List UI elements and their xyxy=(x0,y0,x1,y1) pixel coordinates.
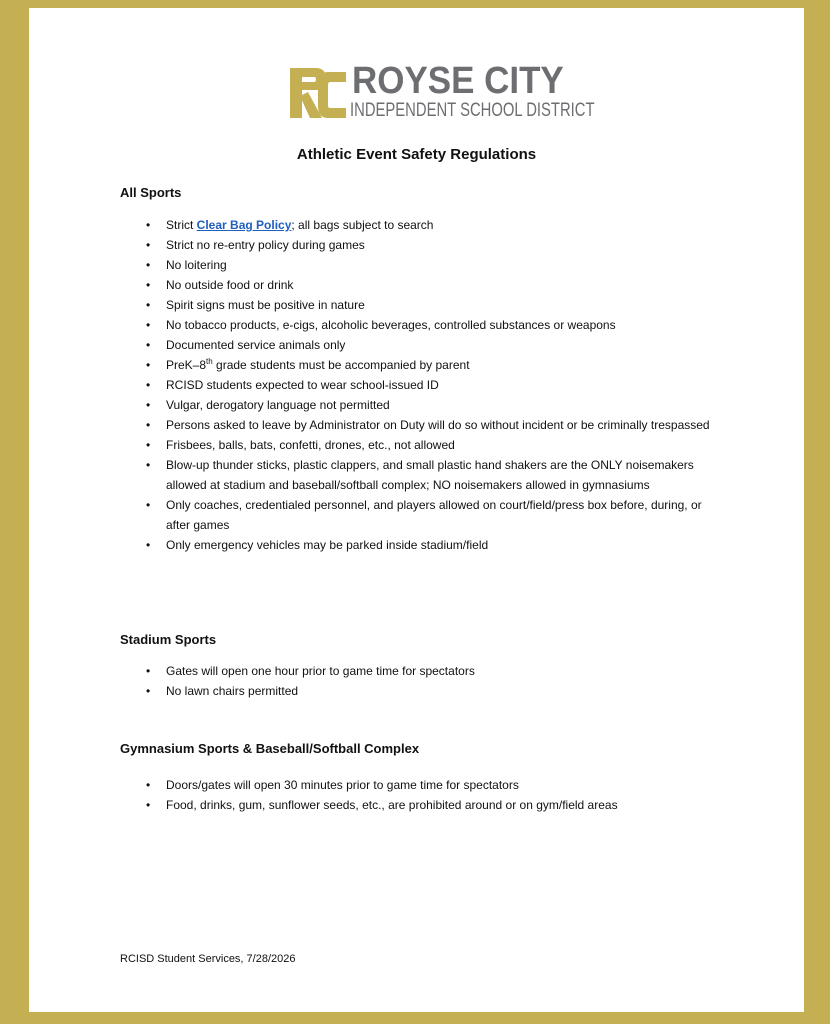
list-item: • Vulgar, derogatory language not permitted xyxy=(166,395,726,415)
list-item: • Blow-up thunder sticks, plastic clappers, and small plastic hand shakers are the ONLY noisemakers allowed at stadium and baseball/softball complex; NO noisemakers allowed in gymnasiums xyxy=(166,455,726,495)
document-footer: RCISD Student Services, 7/28/2026 xyxy=(120,953,296,965)
clear-bag-policy-link[interactable]: Clear Bag Policy xyxy=(196,218,292,232)
list-item: • Strict Clear Bag Policy; all bags subject to search xyxy=(166,215,726,235)
list-item: • Persons asked to leave by Administrator on Duty will do so without incident or be criminally trespassed xyxy=(166,415,726,435)
section-heading-gymnasium-sports: Gymnasium Sports & Baseball/Softball Complex xyxy=(120,741,420,756)
list-item: • No lawn chairs permitted xyxy=(166,681,726,701)
list-item: • No outside food or drink xyxy=(166,275,726,295)
list-item: • RCISD students expected to wear school-issued ID xyxy=(166,375,726,395)
logo-subtitle: INDEPENDENT SCHOOL DISTRICT xyxy=(350,100,595,121)
list-item: • No tobacco products, e-cigs, alcoholic beverages, controlled substances or weapons xyxy=(166,315,726,335)
rc-monogram-icon xyxy=(286,64,348,122)
district-logo xyxy=(286,60,595,124)
list-item: • Strict no re-entry policy during games xyxy=(166,235,726,255)
list-item: • Spirit signs must be positive in nature xyxy=(166,295,726,315)
stadium-sports-list xyxy=(166,661,726,701)
list-item: • Gates will open one hour prior to game time for spectators xyxy=(166,661,726,681)
list-item: • Only emergency vehicles may be parked inside stadium/field xyxy=(166,535,726,555)
list-item: • Only coaches, credentialed personnel, and players allowed on court/field/press box before, during, or after games xyxy=(166,495,726,535)
list-item: • Documented service animals only xyxy=(166,335,726,355)
all-sports-list xyxy=(166,215,726,555)
list-item: • Food, drinks, gum, sunflower seeds, etc., are prohibited around or on gym/field areas xyxy=(166,795,726,815)
document-title: Athletic Event Safety Regulations xyxy=(296,146,537,163)
list-item: • Frisbees, balls, bats, confetti, drones, etc., not allowed xyxy=(166,435,726,455)
section-heading-stadium-sports: Stadium Sports xyxy=(120,632,217,647)
document-page xyxy=(29,8,804,1012)
list-item: • Doors/gates will open 30 minutes prior to game time for spectators xyxy=(166,775,726,795)
section-heading-all-sports: All Sports xyxy=(120,185,182,200)
logo-name: ROYSE CITY xyxy=(352,60,564,102)
list-item: • No loitering xyxy=(166,255,726,275)
gymnasium-sports-list xyxy=(166,775,726,815)
list-item: • PreK–8th grade students must be accompanied by parent xyxy=(166,355,726,375)
